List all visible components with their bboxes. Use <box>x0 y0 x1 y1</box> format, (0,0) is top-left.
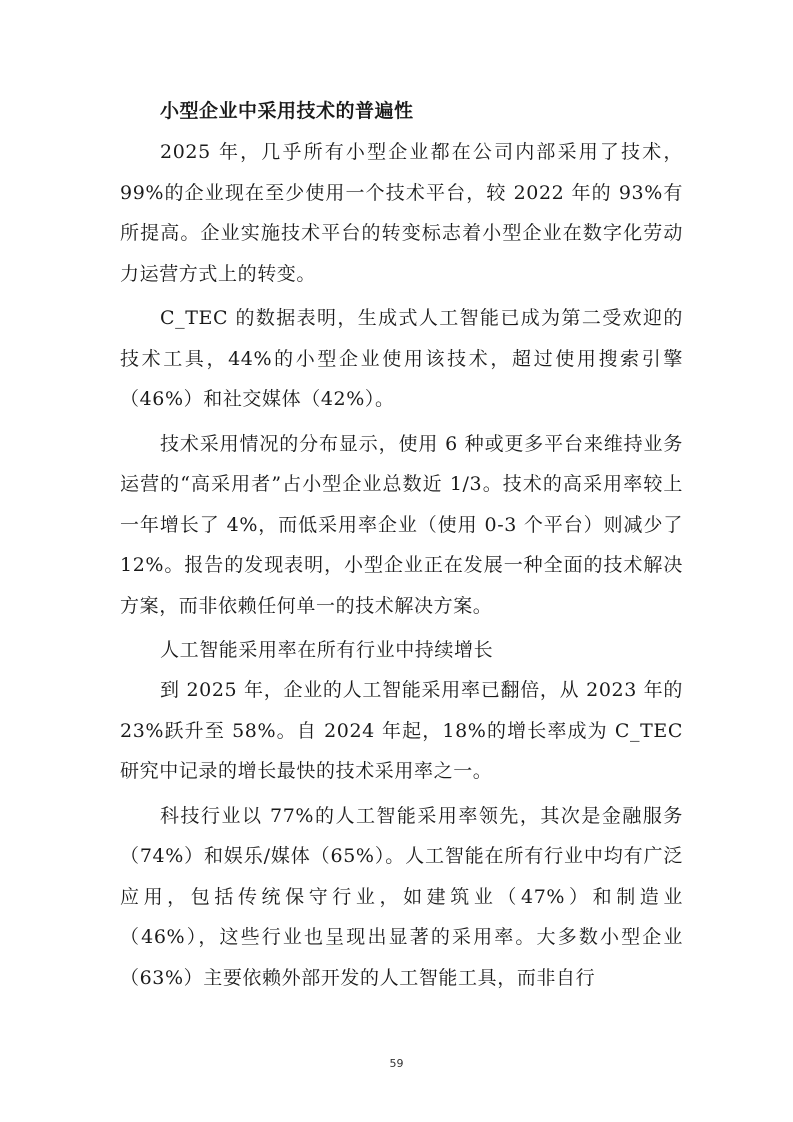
document-body <box>120 98 683 1002</box>
page-number: 59 <box>389 1057 404 1070</box>
paragraph-5: 科技行业以 77%的人工智能采用率领先，其次是金融服务（74%）和娱乐/媒体（65%）。人工智能在所有行业中均有广泛应用，包括传统保守行业，如建筑业（47%）和制造业（46%），这些行业也呈现出显著的采用率。大多数小型企业（63%）主要依赖外部开发的人工智能工具，而非自行 <box>120 804 683 989</box>
section-subheading: 人工智能采用率在所有行业中持续增长 <box>160 639 494 661</box>
paragraph-4: 到 2025 年，企业的人工智能采用率已翻倍，从 2023 年的 23%跃升至 58%。自 2024 年起，18%的增长率成为 C_TEC 研究中记录的增长最快的技术采用率之一。 <box>120 679 683 782</box>
paragraph-3: 技术采用情况的分布显示，使用 6 种或更多平台来维持业务运营的“高采用者”占小型企业总数近 1/3。技术的高采用率较上一年增长了 4%，而低采用率企业（使用 0-3 个平台）则减少了 12%。报告的发现表明，小型企业正在发展一种全面的技术解决方案，而非依赖任何单一的技术解决方案。 <box>120 432 683 617</box>
section-heading: 小型企业中采用技术的普遍性 <box>160 100 414 122</box>
paragraph-2: C_TEC 的数据表明，生成式人工智能已成为第二受欢迎的技术工具，44%的小型企业使用该技术，超过使用搜索引擎（46%）和社交媒体（42%）。 <box>120 307 683 410</box>
paragraph-1: 2025 年，几乎所有小型企业都在公司内部采用了技术，99%的企业现在至少使用一个技术平台，较 2022 年的 93%有所提高。企业实施技术平台的转变标志着小型企业在数字化劳动力运营方式上的转变。 <box>120 141 683 285</box>
